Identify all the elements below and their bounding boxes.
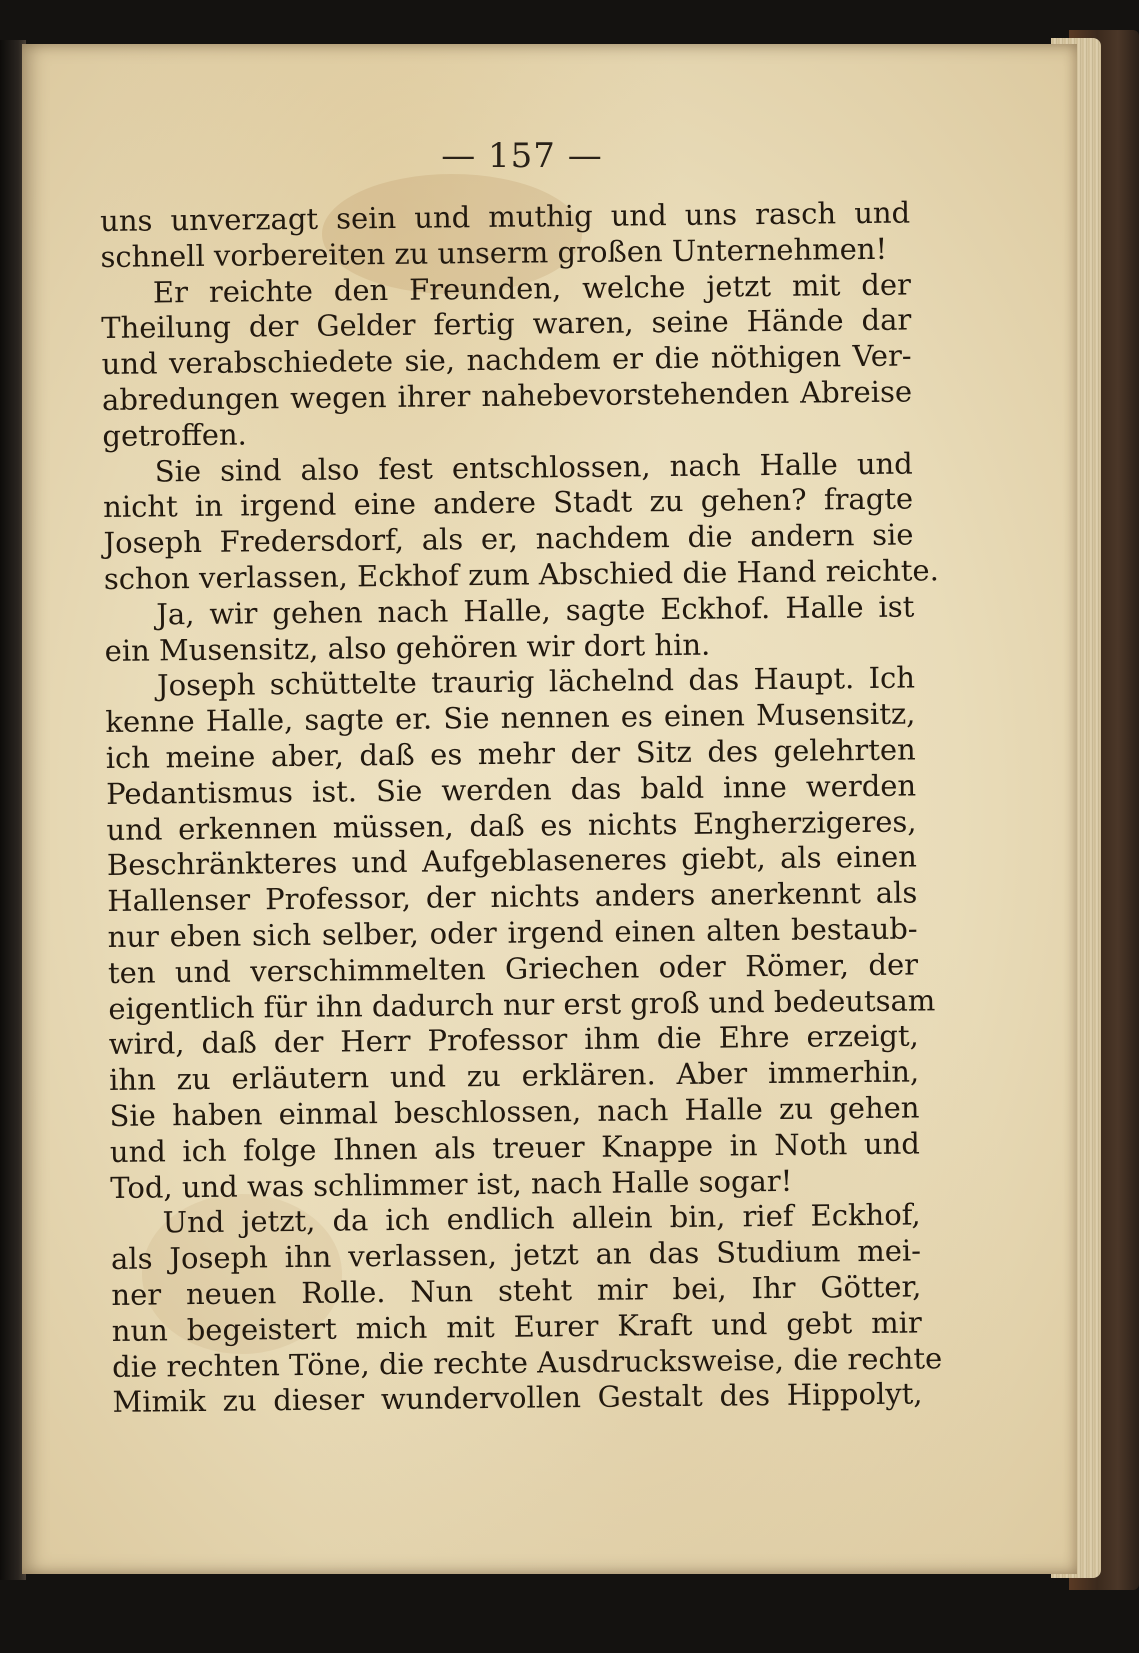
text-line: ein Musensitz, also gehören wir dort hin. <box>104 627 711 668</box>
text-line: ner neuen Rolle. Nun steht mir bei, Ihr Götter, <box>111 1269 922 1312</box>
text-line: ten und verschimmelten Griechen oder Römer, der <box>107 947 919 990</box>
text-line: Tod, und was schlimmer ist, nach Halle sogar! <box>110 1163 793 1205</box>
text-line: getroffen. <box>102 417 247 453</box>
text-line: Er reichte den Freunden, welche jetzt mit der <box>152 267 912 310</box>
text-line: ihn zu erläutern und zu erklären. Aber immerhin, <box>108 1054 920 1098</box>
text-line: Und jetzt, da ich endlich allein bin, rief Eckhof, <box>162 1197 921 1240</box>
text-line: die rechten Töne, die rechte Ausdrucksweise, die rechte <box>111 1340 943 1384</box>
text-line: und erkennen müssen, daß es nichts Engherzigeres, <box>106 804 917 847</box>
text-line: Theilung der Gelder fertig waren, seine Hände dar <box>101 302 912 346</box>
text-line: uns unverzagt sein und muthig und uns rasch und <box>100 195 911 238</box>
text-line: Sie sind also fest entschlossen, nach Halle und <box>154 446 913 489</box>
text-line: Joseph Fredersdorf, als er, nachdem die andern sie <box>103 517 914 561</box>
text-line: Mimik zu dieser wundervollen Gestalt des Hippolyt, <box>112 1376 923 1420</box>
text-line: wird, daß der Herr Professor ihm die Ehre erzeigt, <box>108 1018 919 1062</box>
text-line: Joseph schüttelte traurig lächelnd das Haupt. Ich <box>156 660 916 703</box>
text-line: kenne Halle, sagte er. Sie nennen es einen Musensitz, <box>105 696 916 740</box>
body-text <box>100 195 943 1422</box>
text-line: eigentlich für ihn dadurch nur erst groß und bedeutsam <box>108 982 936 1026</box>
text-line: nur eben sich selber, oder irgend einen alten bestaub- <box>107 911 918 954</box>
text-line: und ich folge Ihnen als treuer Knappe in Noth und <box>109 1126 921 1169</box>
page-number: — 157 — <box>441 136 603 176</box>
text-line: ich meine aber, daß es mehr der Sitz des gelehrten <box>105 732 916 775</box>
text-line: als Joseph ihn verlassen, jetzt an das Studium mei- <box>110 1233 922 1277</box>
text-line: Ja, wir gehen nach Halle, sagte Eckhof. Halle ist <box>156 589 915 632</box>
text-line: abredungen wegen ihrer nahebevorstehenden Abreise <box>101 374 913 417</box>
page-sheet <box>22 44 1077 1574</box>
text-line: Beschränkteres und Aufgeblaseneres giebt, als einen <box>106 839 918 883</box>
text-line: Hallenser Professor, der nichts anders anerkennt als <box>107 875 918 919</box>
text-line: und verabschiedete sie, nachdem er die nöthigen Ver- <box>101 338 912 382</box>
text-line: nicht in irgend eine andere Stadt zu gehen? fragte <box>102 481 914 525</box>
text-line: Pedantismus ist. Sie werden das bald inne werden <box>105 768 917 811</box>
text-line: schon verlassen, Eckhof zum Abschied die Hand reichte. <box>103 553 940 596</box>
text-line: schnell vorbereiten zu unserm großen Unternehmen! <box>100 231 888 274</box>
text-line: Sie haben einmal beschlossen, nach Halle zu gehen <box>109 1090 920 1133</box>
text-line: nun begeistert mich mit Eurer Kraft und gebt mir <box>111 1305 922 1348</box>
